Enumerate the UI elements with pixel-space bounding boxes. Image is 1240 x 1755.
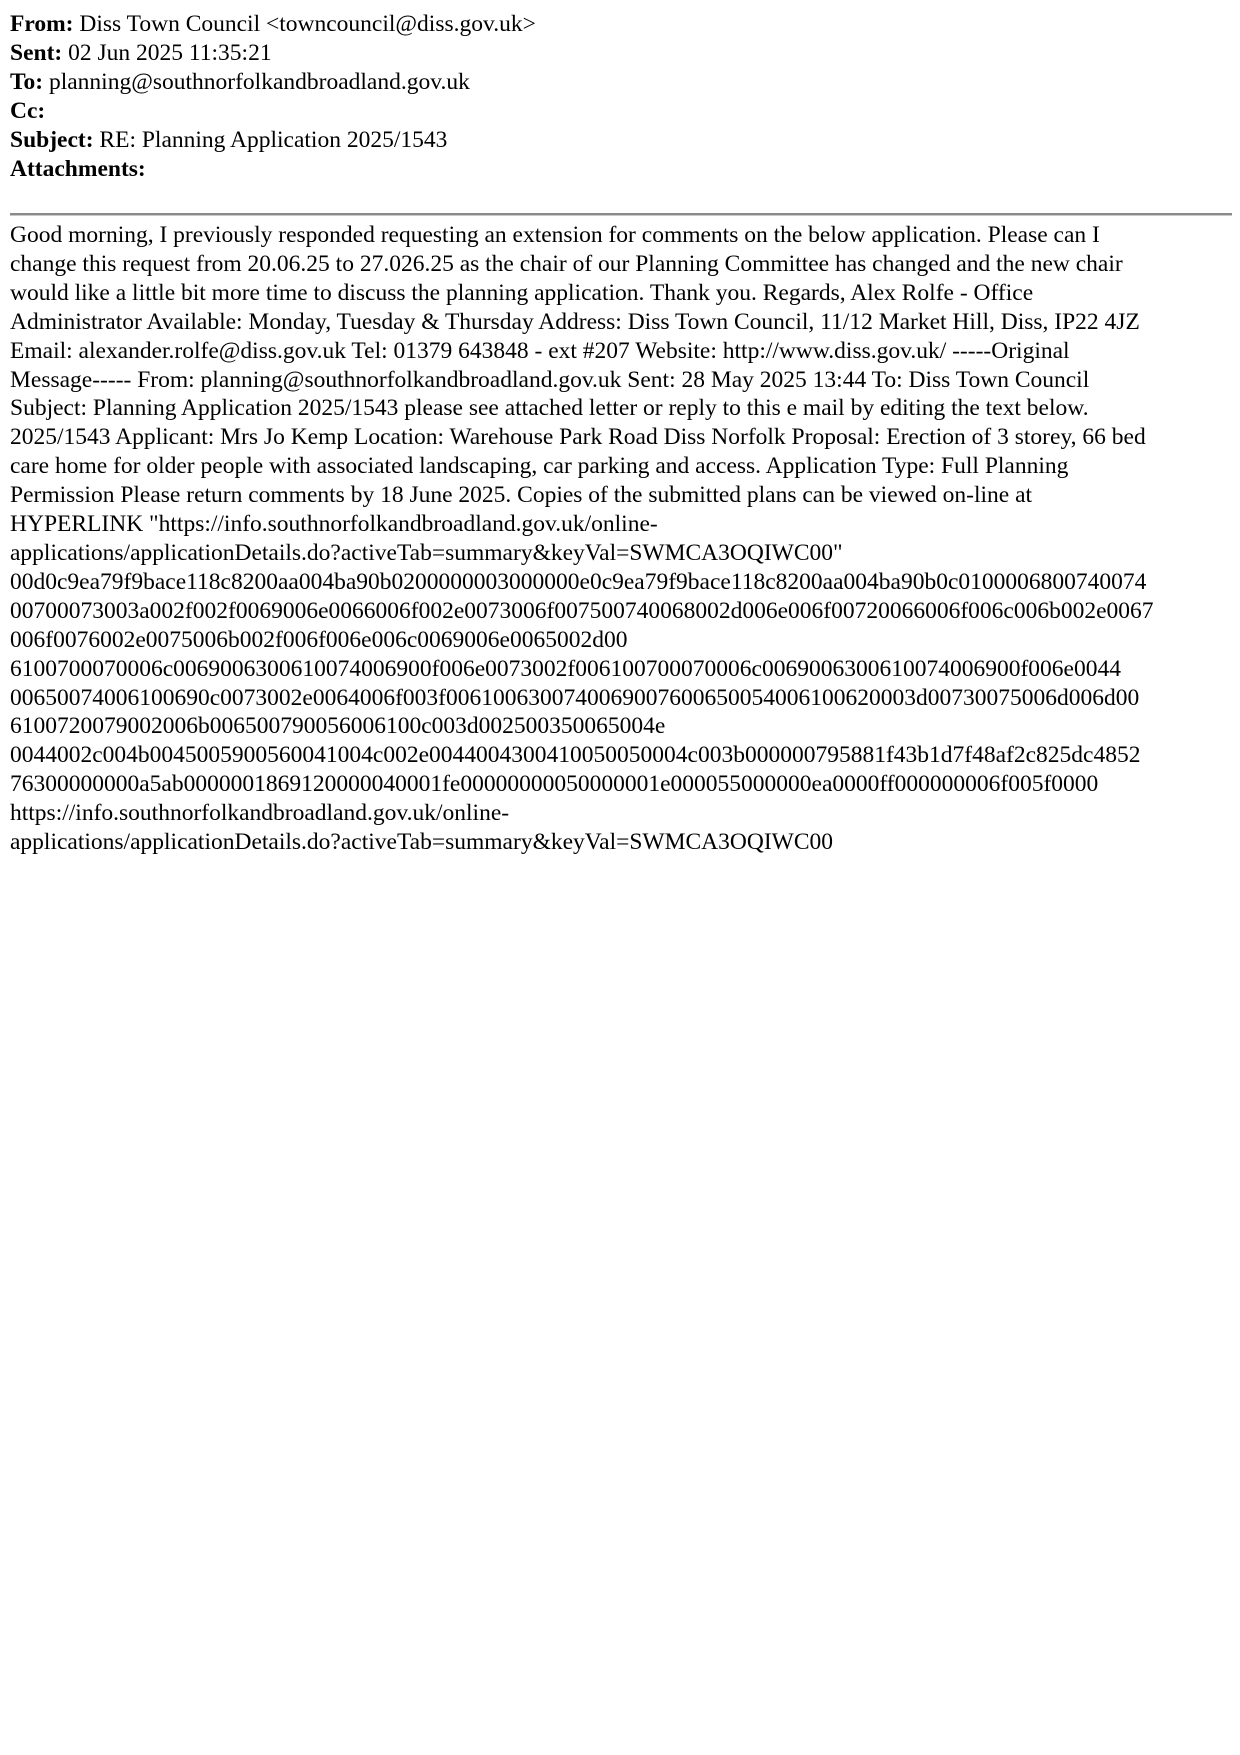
body-line: applications/applicationDetails.do?activeTab=summary&keyVal=SWMCA3OQIWC00 [10, 829, 834, 856]
body-line: 00650074006100690c0073002e0064006f003f0061006300740069007600650054006100620003d00730075006d006d00 [10, 684, 1140, 711]
attachments-row [10, 155, 1232, 184]
from-row [10, 10, 1232, 39]
email-headers [10, 10, 1232, 184]
cc-row [10, 97, 1232, 126]
body-line: 00700073003a002f002f0069006e0066006f002e0073006f007500740068002d006e006f00720066006f006c006b002e0067 [10, 597, 1154, 624]
body-line: HYPERLINK "https://info.southnorfolkandbroadland.gov.uk/online- [10, 511, 658, 538]
to-row [10, 68, 1232, 97]
to-value: planning@southnorfolkandbroadland.gov.uk [48, 69, 470, 95]
body-line: 00d0c9ea79f9bace118c8200aa004ba90b0200000003000000e0c9ea79f9bace118c8200aa004ba90b0c0100006800740074 [10, 568, 1147, 595]
body-line: 2025/1543 Applicant: Mrs Jo Kemp Location: Warehouse Park Road Diss Norfolk Proposal: Erection of 3 storey, 66 bed [10, 424, 1146, 451]
email-printout [10, 10, 1232, 857]
sent-row [10, 39, 1232, 68]
to-label: To: [10, 69, 44, 95]
body-line: Good morning, I previously responded requesting an extension for comments on the below application. Please can I [10, 222, 1100, 248]
body-line: 006f0076002e0075006b002f006f006e006c0069006e0065002d00 [10, 626, 628, 653]
body-line: https://info.southnorfolkandbroadland.gov.uk/online- [10, 800, 510, 827]
header-divider [10, 213, 1232, 216]
email-body [10, 221, 1232, 857]
body-line: 6100720079002006b006500790056006100c003d002500350065004e [10, 713, 666, 740]
cc-label: Cc: [10, 98, 46, 124]
body-line: Message----- From: planning@southnorfolkandbroadland.gov.uk Sent: 28 May 2025 13:44 To: Diss Town Council [10, 366, 1090, 393]
body-line: Subject: Planning Application 2025/1543 please see attached letter or reply to this e mail by editing the text below. [10, 395, 1089, 422]
sent-value: 02 Jun 2025 11:35:21 [68, 40, 272, 66]
body-line: Email: alexander.rolfe@diss.gov.uk Tel: 01379 643848 - ext #207 Website: http://www.diss.gov.uk/ -----Original [10, 337, 1070, 364]
attachments-label: Attachments: [10, 156, 146, 182]
subject-label: Subject: [10, 127, 94, 153]
body-line: 0044002c004b0045005900560041004c002e0044004300410050050004c003b000000795881f43b1d7f48af2c825dc4852 [10, 742, 1141, 769]
from-label: From: [10, 11, 74, 37]
body-line: change this request from 20.06.25 to 27.026.25 as the chair of our Planning Committee has changed and the new chair [10, 250, 1123, 277]
body-line: applications/applicationDetails.do?activeTab=summary&keyVal=SWMCA3OQIWC00" [10, 539, 843, 566]
sent-label: Sent: [10, 40, 63, 66]
body-line: Permission Please return comments by 18 June 2025. Copies of the submitted plans can be viewed on-line at [10, 482, 1033, 509]
body-line: Administrator Available: Monday, Tuesday & Thursday Address: Diss Town Council, 11/12 Market Hill, Diss, IP22 4JZ [10, 308, 1140, 335]
body-line: would like a little bit more time to discuss the planning application. Thank you. Regards, Alex Rolfe - Office [10, 279, 1034, 306]
subject-value: RE: Planning Application 2025/1543 [99, 127, 448, 153]
body-line: 6100700070006c0069006300610074006900f006e0073002f006100700070006c0069006300610074006900f006e0044 [10, 655, 1121, 682]
body-line: 76300000000a5ab0000001869120000040001fe00000000050000001e000055000000ea0000ff000000006f005f0000 [10, 771, 1099, 798]
from-value: Diss Town Council <towncouncil@diss.gov.uk> [79, 11, 536, 37]
subject-row [10, 126, 1232, 155]
body-line: care home for older people with associated landscaping, car parking and access. Application Type: Full Planning [10, 453, 1069, 480]
